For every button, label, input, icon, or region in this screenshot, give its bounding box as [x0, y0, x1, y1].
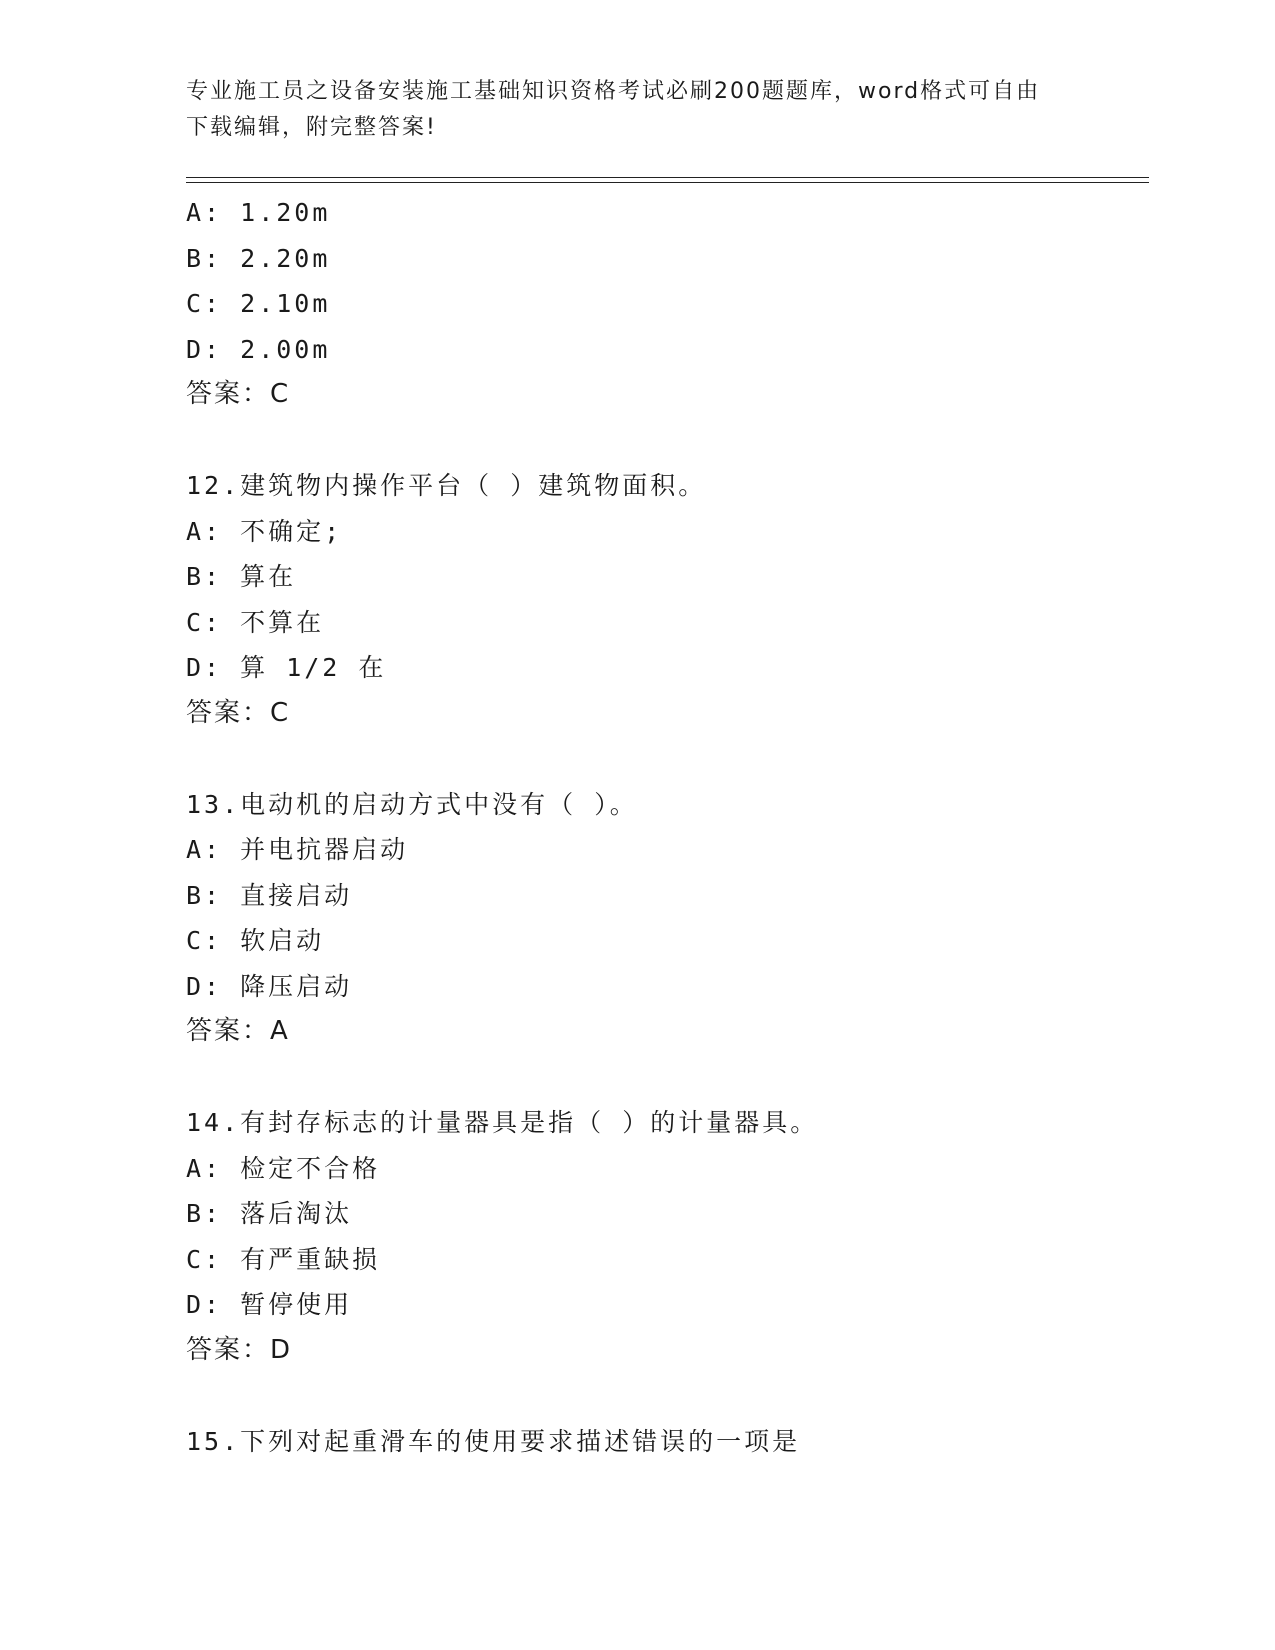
option-b: B: 算在 [186, 562, 297, 591]
spacer [186, 1373, 1146, 1419]
header-divider-top [186, 177, 1149, 178]
option-b: B: 直接启动 [186, 880, 353, 910]
header-title-line-1: 专业施工员之设备安装施工基础知识资格考试必刷200题题库，word格式可自由 [186, 79, 1041, 104]
answer-line: 答案：A [186, 1016, 290, 1046]
question-text: 14.有封存标志的计量器具是指（ ）的计量器具。 [186, 1108, 819, 1137]
option-c: C: 软启动 [186, 926, 325, 955]
header-divider-bottom [186, 182, 1149, 183]
option-a: A: 不确定; [186, 516, 343, 546]
option-c: C: 2.10m [186, 289, 331, 318]
answer-line: 答案：D [186, 1334, 293, 1365]
option-a: A: 并电抗器启动 [186, 835, 409, 864]
option-b: B: 2.20m [186, 243, 331, 273]
spacer [186, 1055, 1146, 1101]
question-block-13 [186, 782, 1146, 1055]
question-text: 15.下列对起重滑车的使用要求描述错误的一项是 [186, 1426, 801, 1456]
question-text: 13.电动机的启动方式中没有（ ）。 [186, 789, 638, 819]
option-d: D: 2.00m [186, 334, 331, 364]
document-header [186, 74, 1086, 146]
question-block-14 [186, 1100, 1146, 1373]
option-b: B: 落后淘汰 [186, 1199, 353, 1228]
option-d: D: 暂停使用 [186, 1290, 353, 1319]
header-title-line-2: 下载编辑，附完整答案! [186, 115, 437, 140]
option-a: A: 1.20m [186, 198, 331, 227]
question-list [186, 190, 1146, 1464]
spacer [186, 736, 1146, 782]
question-block-15 [186, 1419, 1146, 1465]
question-block-11 [186, 190, 1146, 418]
spacer [186, 418, 1146, 464]
question-block-12 [186, 463, 1146, 736]
option-d: D: 降压启动 [186, 971, 353, 1001]
option-c: C: 有严重缺损 [186, 1244, 381, 1274]
answer-line: 答案：C [186, 697, 291, 728]
question-text: 12.建筑物内操作平台（ ）建筑物面积。 [186, 471, 707, 500]
answer-line: 答案：C [186, 379, 291, 409]
option-d: D: 算 1/2 在 [186, 653, 387, 682]
option-a: A: 检定不合格 [186, 1153, 381, 1183]
option-c: C: 不算在 [186, 607, 325, 637]
